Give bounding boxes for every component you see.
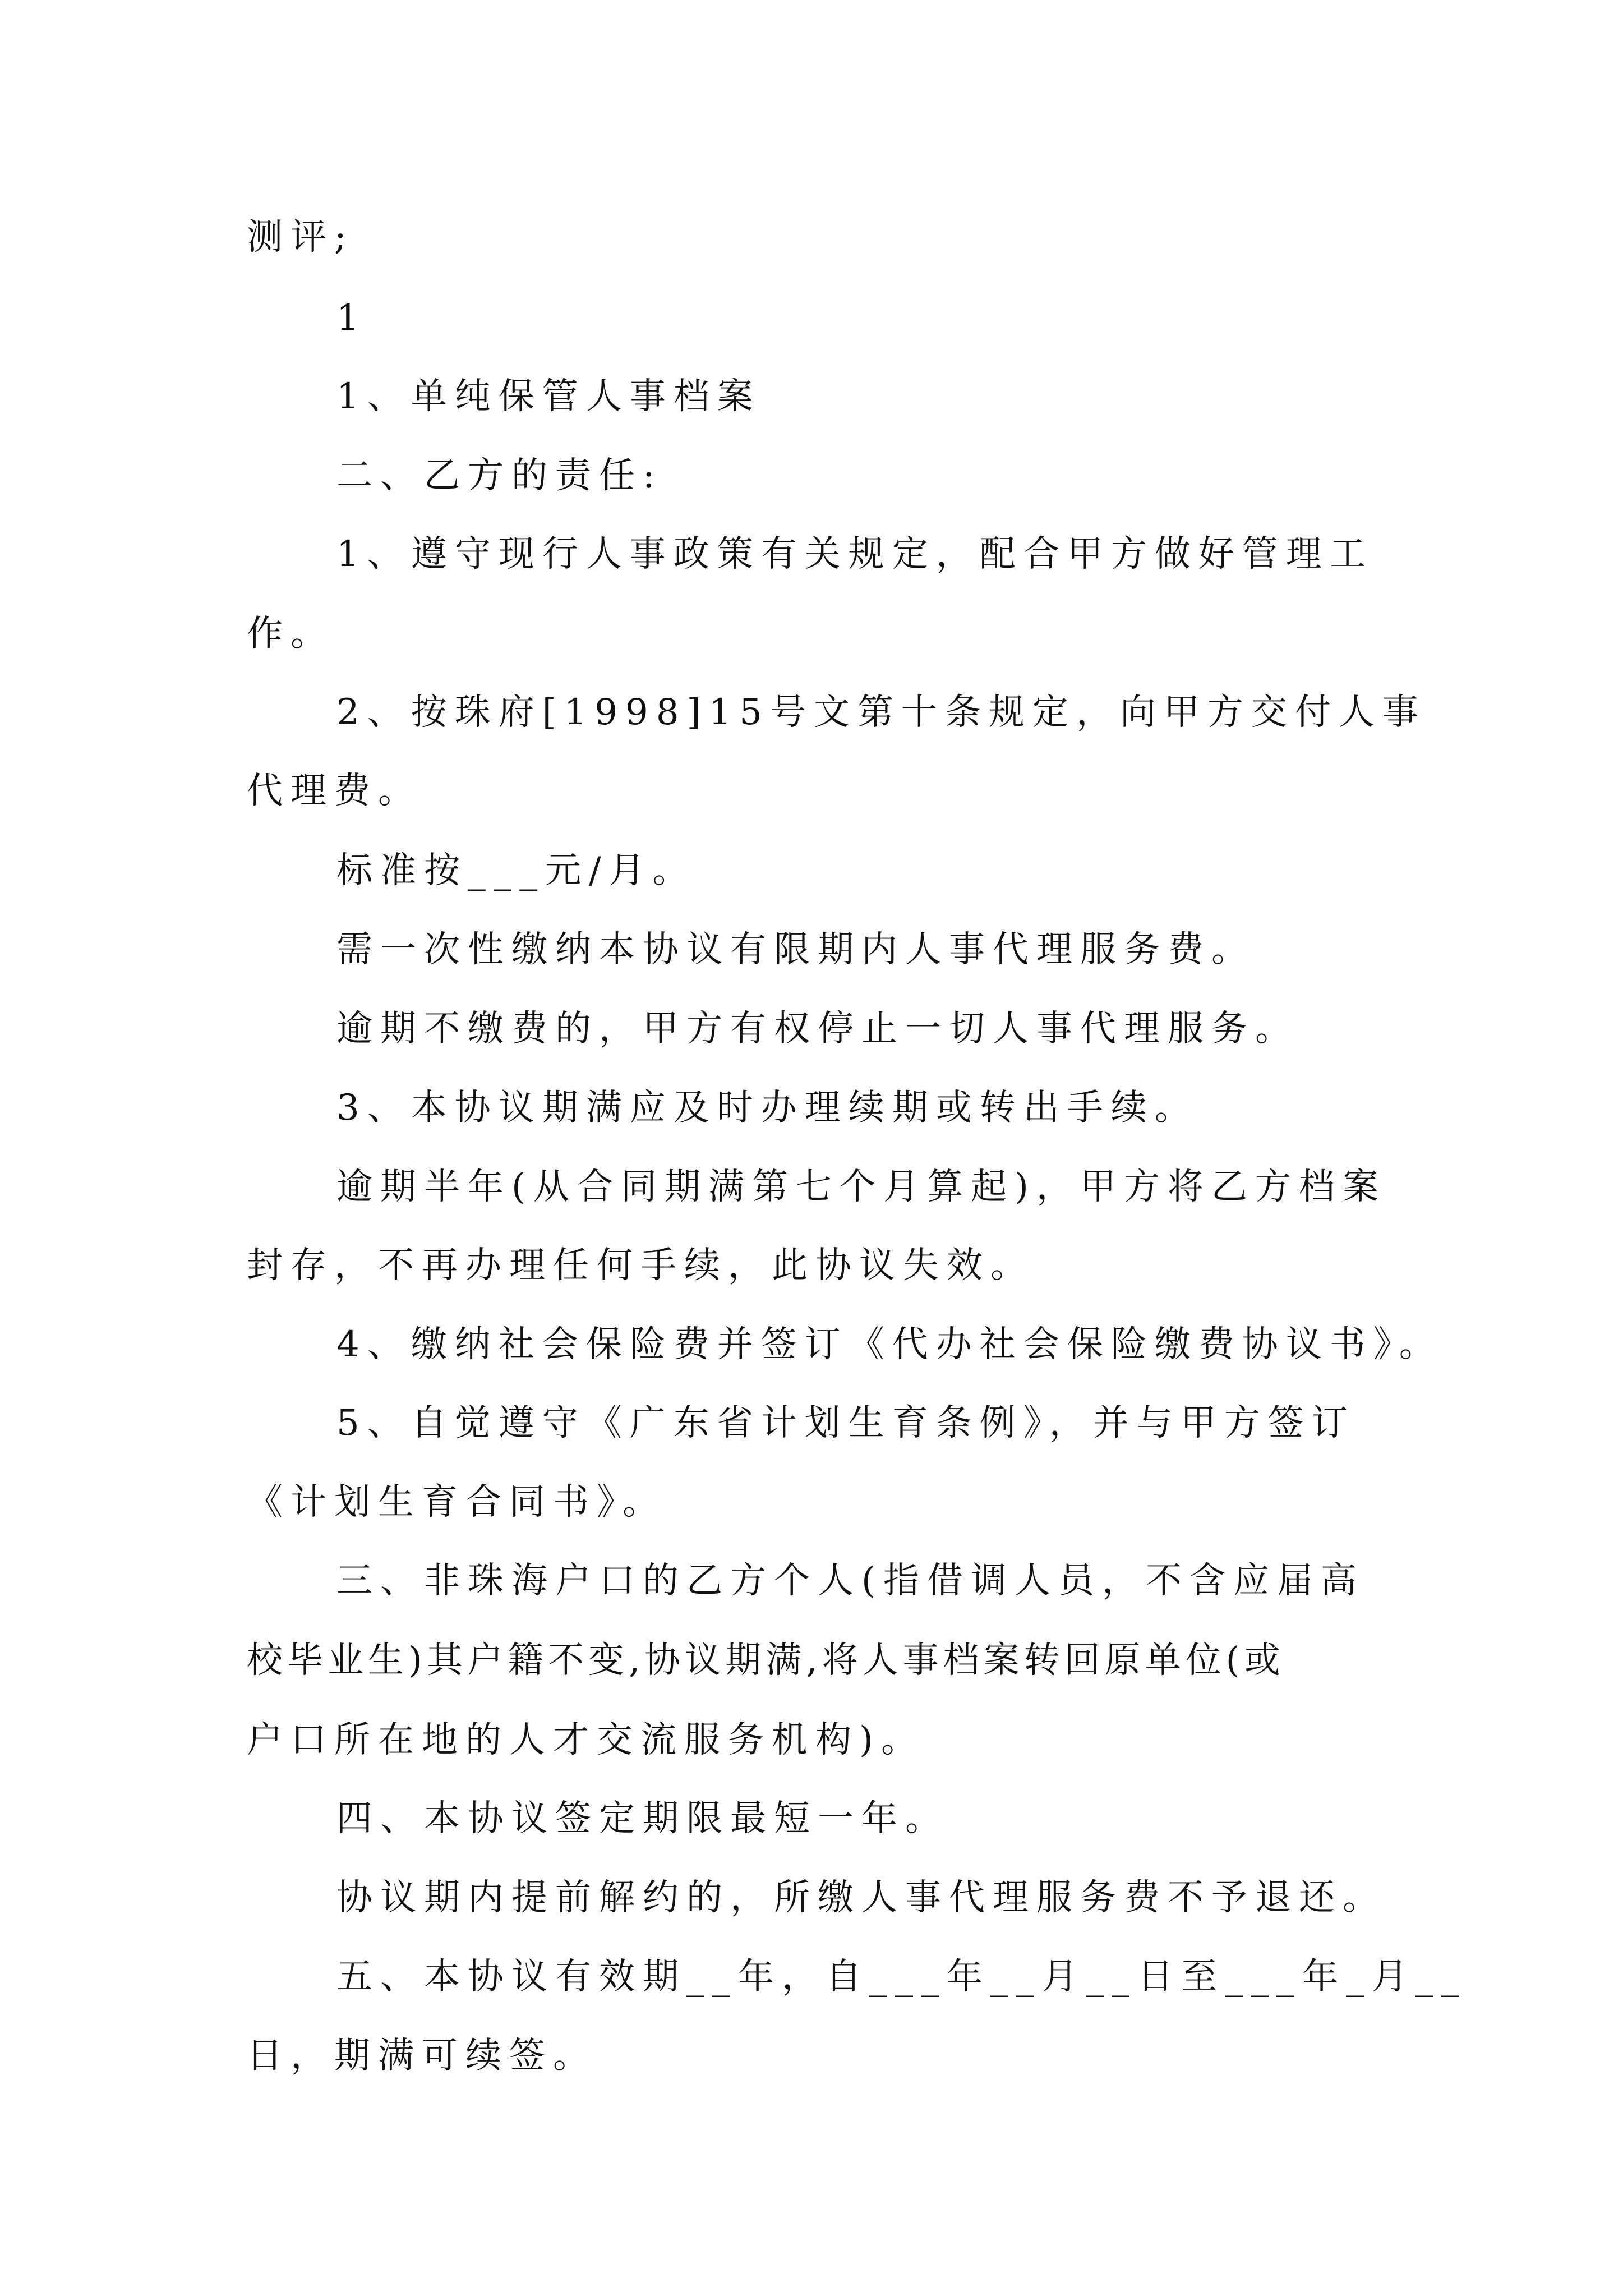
- text-line: 校毕业生)其户籍不变,协议期满,将人事档案转回原单位(或: [247, 1640, 1285, 1681]
- section-heading: 二、乙方的责任:: [336, 455, 663, 496]
- section-heading: 三、非珠海户口的乙方个人(指借调人员，不含应届高: [336, 1560, 1364, 1602]
- text-line: 4、缴纳社会保险费并签订《代办社会保险缴费协议书》。: [336, 1324, 1443, 1365]
- text-line: 需一次性缴纳本协议有限期内人事代理服务费。: [336, 929, 1255, 970]
- text-line: 日，期满可续签。: [247, 2035, 597, 2077]
- text-line: 1、遵守现行人事政策有关规定，配合甲方做好管理工: [336, 533, 1373, 575]
- text-line: 《计划生育合同书》。: [247, 1481, 666, 1523]
- text-line: 逾期不缴费的，甲方有权停止一切人事代理服务。: [336, 1008, 1299, 1050]
- text-line: 2、按珠府[1998]15号文第十条规定，向甲方交付人事: [336, 692, 1426, 733]
- text-line: 测评;: [247, 217, 354, 258]
- text-line: 作。: [247, 613, 334, 655]
- text-line: 封存，不再办理任何手续，此协议失效。: [247, 1245, 1034, 1286]
- text-line: 1: [336, 297, 367, 339]
- text-line: 户口所在地的人才交流服务机构)。: [247, 1719, 925, 1761]
- text-line: 代理费。: [247, 770, 422, 812]
- text-line: 标准按___元/月。: [336, 850, 697, 891]
- text-line: 5、自觉遵守《广东省计划生育条例》，并与甲方签订: [336, 1402, 1355, 1444]
- section-heading: 四、本协议签定期限最短一年。: [336, 1798, 949, 1839]
- text-line: 逾期半年(从合同期满第七个月算起)，甲方将乙方档案: [336, 1166, 1386, 1208]
- text-line: 3、本协议期满应及时办理续期或转出手续。: [336, 1087, 1198, 1129]
- section-heading: 五、本协议有效期__年，自___年__月__日至___年_月__: [336, 1956, 1467, 1998]
- text-line: 协议期内提前解约的，所缴人事代理服务费不予退还。: [336, 1877, 1386, 1918]
- text-line: 1、单纯保管人事档案: [336, 376, 761, 417]
